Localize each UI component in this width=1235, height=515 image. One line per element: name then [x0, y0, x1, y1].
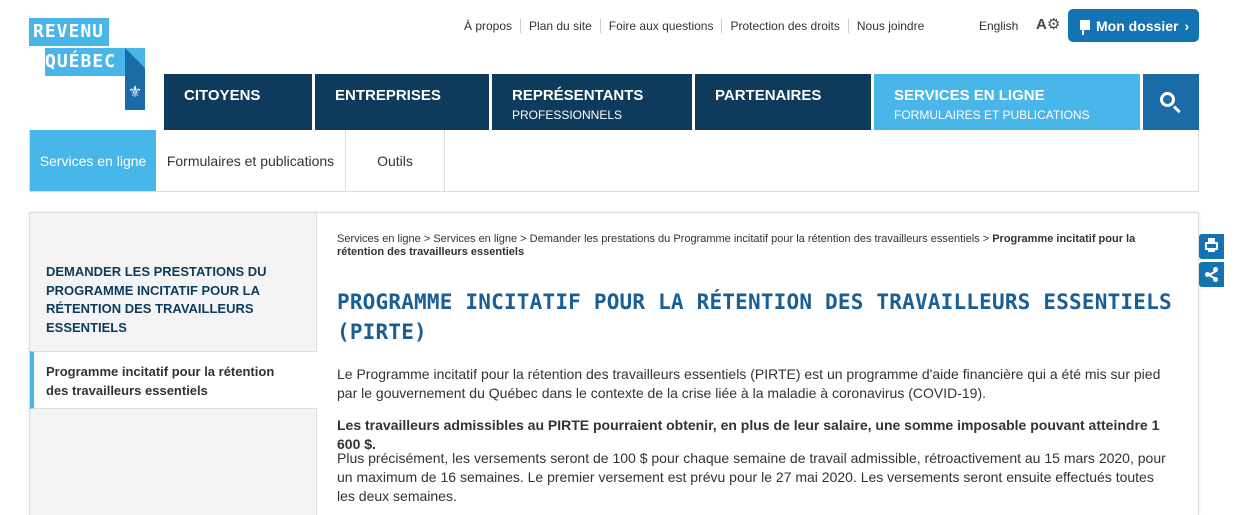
mon-dossier-button[interactable] [1068, 9, 1199, 42]
main-nav-item-citoyens[interactable] [164, 74, 312, 130]
main-nav-subtitle: FORMULAIRES ET PUBLICATIONS [894, 108, 1090, 122]
printer-icon [1205, 242, 1218, 250]
search-icon [1160, 92, 1175, 107]
breadcrumb [337, 233, 1182, 259]
highlight-paragraph: Les travailleurs admissibles au PIRTE pourraient obtenir, en plus de leur salaire, une somme imposable pouvant atteindre 1 600 $. [337, 417, 1160, 452]
page-title: PROGRAMME INCITATIF POUR LA RÉTENTION DES TRAVAILLEURS ESSENTIELS (PIRTE) [337, 290, 1172, 344]
mon-dossier-label: Mon dossier [1096, 17, 1179, 34]
language-toggle-link[interactable]: English [979, 19, 1019, 33]
main-nav [164, 74, 1143, 130]
breadcrumb-current: Programme incitatif pour la rétention des travailleurs essentiels [337, 233, 1136, 258]
main-nav-item-partenaires[interactable] [695, 74, 871, 130]
search-icon-handle [1173, 105, 1181, 113]
main-nav-item-representants[interactable] [492, 74, 692, 130]
utility-nav [456, 18, 932, 34]
chevron-right-icon: › [1184, 17, 1190, 34]
main-nav-title: REPRÉSENTANTS [512, 87, 644, 104]
share-button[interactable] [1199, 262, 1224, 287]
main-nav-title: CITOYENS [184, 87, 261, 104]
sub-nav-item-services-en-ligne[interactable]: Services en ligne [30, 130, 156, 191]
sub-nav-item-outils[interactable]: Outils [346, 130, 445, 191]
details-paragraph: Plus précisément, les versements seront de 100 $ pour chaque semaine de travail admissible, rétroactivement au 15 mars 2020, pour un maximum de 16 semaines. Le premier versement est prévu pour le 27 mai 2020. Les versements seront ensuite effectués toutes les deux semaines. [337, 450, 1166, 504]
sidebar-item-label: Programme incitatif pour la rétention des travailleurs essentiels [46, 364, 275, 398]
sidebar-item-active[interactable] [30, 351, 317, 409]
utility-link-plan-du-site[interactable]: Plan du site [520, 19, 600, 33]
content-area [29, 212, 1199, 515]
main-nav-title: SERVICES EN LIGNE [894, 87, 1045, 104]
breadcrumb-separator: > [517, 233, 530, 245]
sidebar [30, 213, 317, 515]
main-nav-item-entreprises[interactable] [315, 74, 489, 130]
revenu-quebec-logo[interactable] [29, 18, 145, 110]
utility-link-nous-joindre[interactable]: Nous joindre [848, 19, 932, 33]
pin-icon [1080, 20, 1090, 30]
breadcrumb-separator: > [420, 233, 434, 245]
main-nav-title: PARTENAIRES [715, 87, 822, 104]
main-nav-title: ENTREPRISES [335, 87, 441, 104]
utility-link-faq[interactable]: Foire aux questions [600, 19, 722, 33]
logo-line-1: REVENU [33, 21, 105, 42]
print-button[interactable] [1199, 234, 1224, 259]
sidebar-section-title[interactable]: DEMANDER LES PRESTATIONS DU PROGRAMME INCITATIF POUR LA RÉTENTION DES TRAVAILLEURS ESSENTIELS [46, 264, 267, 335]
breadcrumb-link[interactable]: Services en ligne [337, 233, 421, 245]
logo-line-2: QUÉBEC [45, 51, 117, 72]
sub-nav [29, 130, 1199, 192]
sub-nav-item-formulaires[interactable]: Formulaires et publications [156, 130, 346, 191]
breadcrumb-link[interactable]: Services en ligne [433, 233, 518, 245]
accessibility-icon[interactable]: A⚙ [1036, 16, 1061, 33]
breadcrumb-link[interactable]: Demander les prestations du Programme incitatif pour la rétention des travailleurs essentiels [529, 233, 980, 245]
logo-tail-cut [125, 48, 145, 68]
intro-paragraph: Le Programme incitatif pour la rétention des travailleurs essentiels (PIRTE) est un programme d'aide financière qui a été mis sur pied par le gouvernement du Québec dans le contexte de la crise liée à la maladie à coronavirus (COVID-19). [337, 366, 1161, 401]
utility-link-protection-des-droits[interactable]: Protection des droits [721, 19, 847, 33]
main-nav-subtitle: PROFESSIONNELS [512, 108, 623, 122]
utility-link-a-propos[interactable]: À propos [464, 19, 513, 33]
main-nav-item-services-en-ligne[interactable] [874, 74, 1140, 130]
search-button[interactable] [1143, 74, 1199, 130]
breadcrumb-separator: > [979, 233, 993, 245]
fleur-de-lis-icon: ⚜ [127, 84, 143, 101]
